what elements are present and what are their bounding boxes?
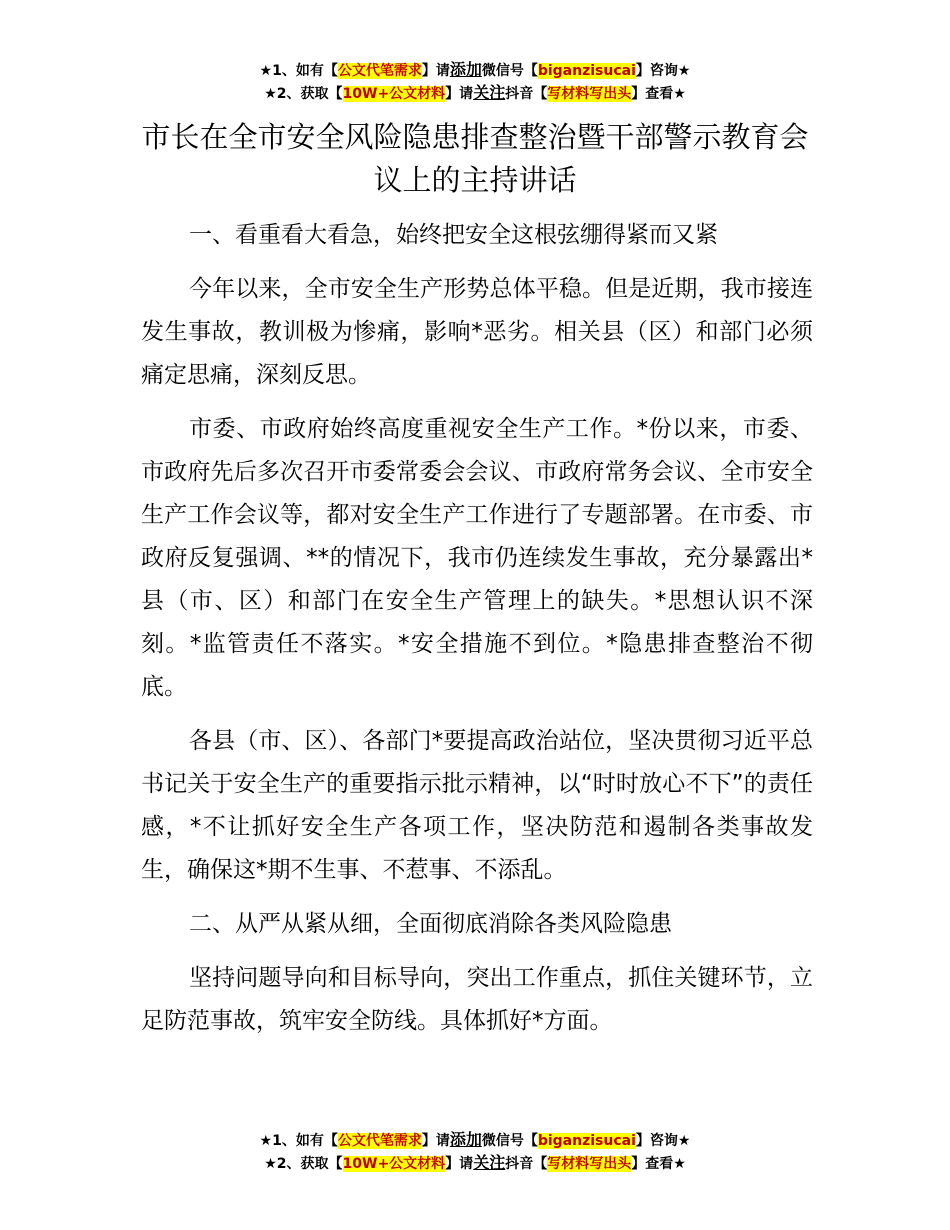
banner-underline: 添加 [449,1130,482,1149]
banner-highlight: 公文代笔需求 [337,63,422,79]
paragraph: 各县（市、区）、各部门*要提高政治站位，坚决贯彻习近平总书记关于安全生产的重要指示批示精神，以“时时放心不下”的责任感，*不让抓好安全生产各项工作，坚决防范和遏制各类事故发生，确保这*期不生事、不惹事、不添乱。 [141,728,813,883]
paragraph: 坚持问题导向和目标导向，突出工作重点，抓住关键环节，立足防范事故，筑牢安全防线。具体抓好*方面。 [141,965,813,1034]
banner-text: 】请 [421,1133,450,1149]
banner-text: 抖音【 [505,86,548,102]
section-heading-2: 二、从严从紧从细，全面彻底消除各类风险隐患 [189,911,672,937]
banner-text: 】请 [421,63,450,79]
section-heading-1: 一、看重看大看急，始终把安全这根弦绷得紧而又紧 [189,222,718,248]
banner-line-2 [0,1152,950,1175]
paragraph: 市委、市政府始终高度重视安全生产工作。*份以来，市委、市政府先后多次召开市委常委会会议、市政府常务会议、全市安全生产工作会议等，都对安全生产工作进行了专题部署。在市委、市政府反复强调、**的情况下，我市仍连续发生事故，充分暴露出*县（市、区）和部门在安全生产管理上的缺失。*思想认识不深刻。*监管责任不落实。*安全措施不到位。*隐患排查整治不彻底。 [141,416,813,700]
banner-highlight: 公文代笔需求 [337,1133,422,1149]
banner-underline: 关注 [473,83,506,102]
banner-text: 】咨询★ [635,1133,691,1149]
header-banner [0,59,950,105]
banner-highlight: biganzisucai [537,63,636,79]
banner-highlight: biganzisucai [537,1133,636,1149]
banner-text: 】请 [445,1156,474,1172]
banner-line-2 [0,82,950,105]
banner-text: 】查看★ [631,1156,686,1172]
banner-highlight: 写材料写出头 [547,86,632,102]
banner-highlight: 10W+公文材料 [342,86,446,102]
banner-underline: 关注 [473,1153,506,1172]
banner-text: 】查看★ [631,86,686,102]
banner-line-1 [0,59,950,82]
banner-text: 抖音【 [505,1156,548,1172]
banner-underline: 添加 [449,60,482,79]
banner-highlight: 10W+公文材料 [342,1156,446,1172]
banner-text: ★2、获取【 [264,86,343,102]
paragraph: 今年以来，全市安全生产形势总体平稳。但是近期，我市接连发生事故，教训极为惨痛，影响*恶劣。相关县（区）和部门必须痛定思痛，深刻反思。 [141,276,813,388]
banner-line-1 [0,1129,950,1152]
banner-text: 微信号【 [481,1133,538,1149]
banner-highlight: 写材料写出头 [547,1156,632,1172]
banner-text: 】请 [445,86,474,102]
document-title: 市长在全市安全风险隐患排查整治暨干部警示教育会议上的主持讲话 [141,120,809,197]
banner-text: ★2、获取【 [264,1156,343,1172]
banner-text: ★1、如有【 [259,63,338,79]
banner-text: ★1、如有【 [259,1133,338,1149]
banner-text: 】咨询★ [635,63,691,79]
banner-text: 微信号【 [481,63,538,79]
document-body [141,214,813,1054]
footer-banner [0,1129,950,1175]
